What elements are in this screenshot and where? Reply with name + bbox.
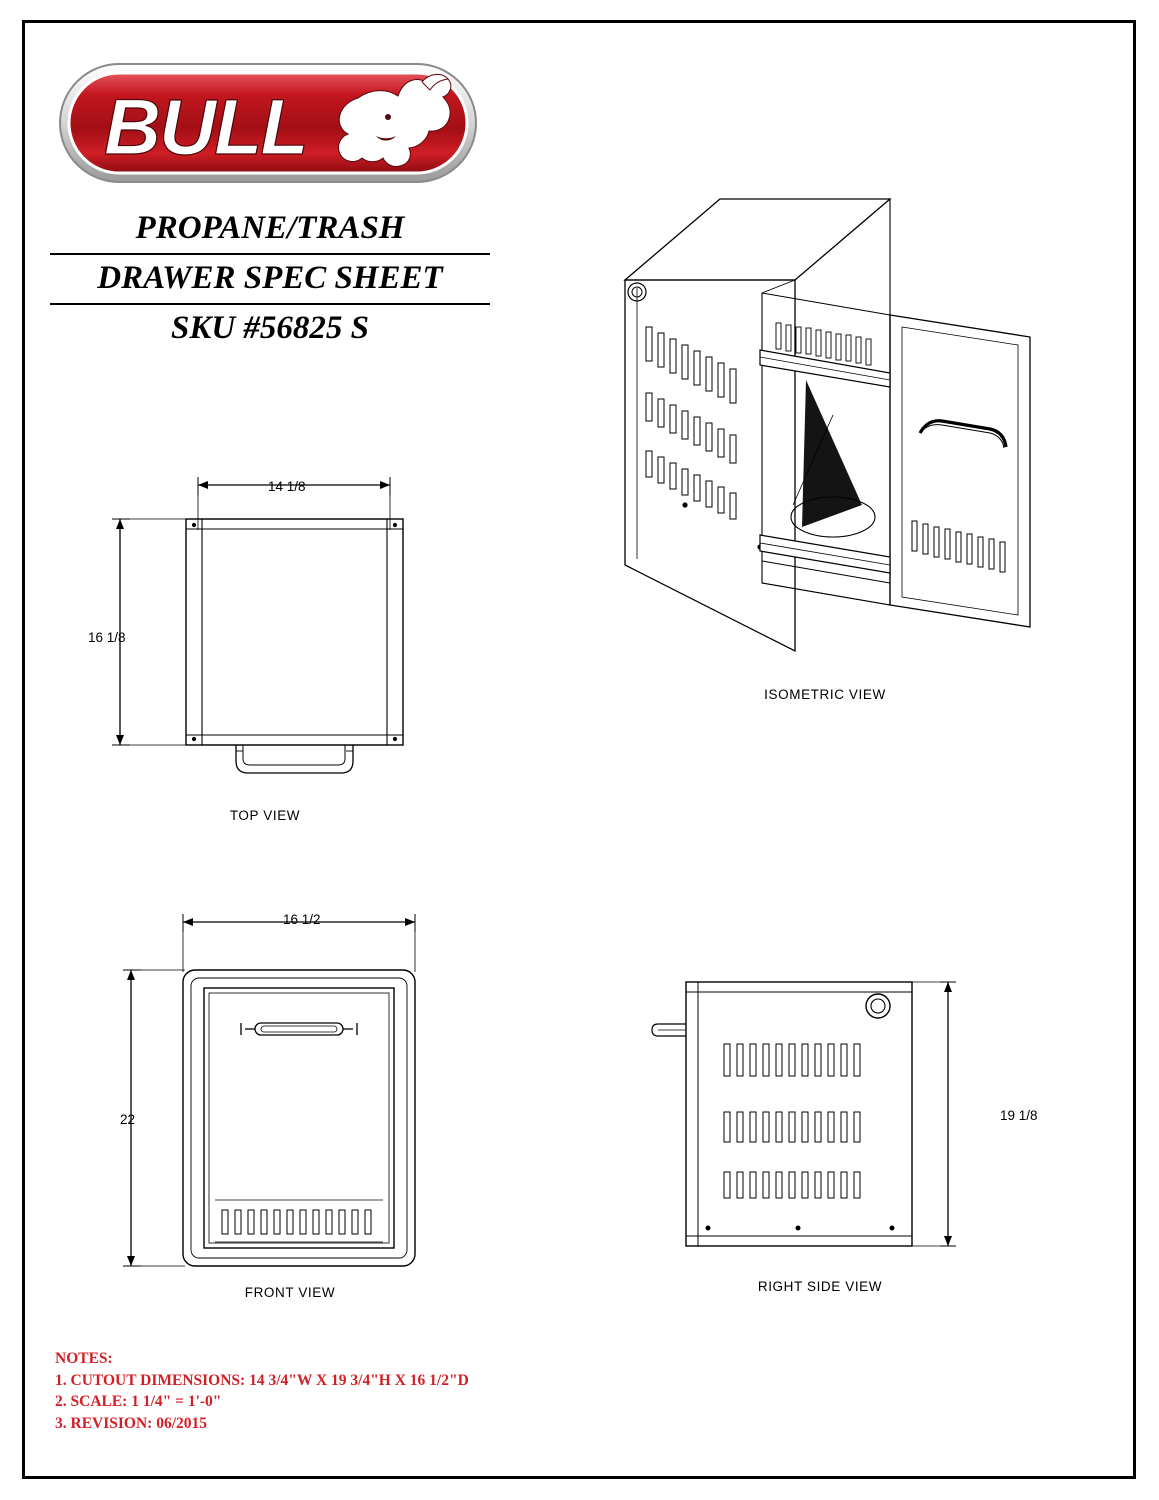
page-title	[50, 205, 490, 352]
title-line-3: SKU #56825 S	[170, 310, 370, 346]
right-side-view-label: RIGHT SIDE VIEW	[757, 1279, 883, 1294]
front-view-width-dim: 16 1/2	[283, 912, 321, 927]
note-item-2: 2. SCALE: 1 1/4" = 1'-0"	[55, 1393, 222, 1410]
isometric-view-drawing	[590, 175, 1060, 665]
top-view-height-dim: 16 1/8	[88, 630, 126, 645]
note-item-3: 3. REVISION: 06/2015	[55, 1414, 208, 1432]
notes-block	[55, 1348, 469, 1434]
front-view-drawing	[105, 900, 465, 1280]
notes-heading: NOTES:	[55, 1350, 113, 1367]
bull-logo	[58, 62, 478, 184]
front-view-label: FRONT VIEW	[244, 1285, 336, 1300]
note-item-1: 1. CUTOUT DIMENSIONS: 14 3/4"W X 19 3/4"H X 16 1/2"D	[55, 1371, 469, 1389]
right-side-view-drawing	[640, 950, 1020, 1280]
right-side-view-height-dim: 19 1/8	[1000, 1108, 1038, 1123]
title-line-1: PROPANE/TRASH	[50, 205, 490, 255]
isometric-view-label: ISOMETRIC VIEW	[764, 687, 886, 702]
top-view-width-dim: 14 1/8	[268, 479, 306, 494]
top-view-label: TOP VIEW	[229, 808, 301, 823]
title-line-2: DRAWER SPEC SHEET	[50, 255, 490, 305]
front-view-height-dim: 22	[120, 1112, 136, 1127]
top-view-drawing	[85, 455, 445, 785]
svg-text:BULL: BULL	[104, 82, 307, 171]
